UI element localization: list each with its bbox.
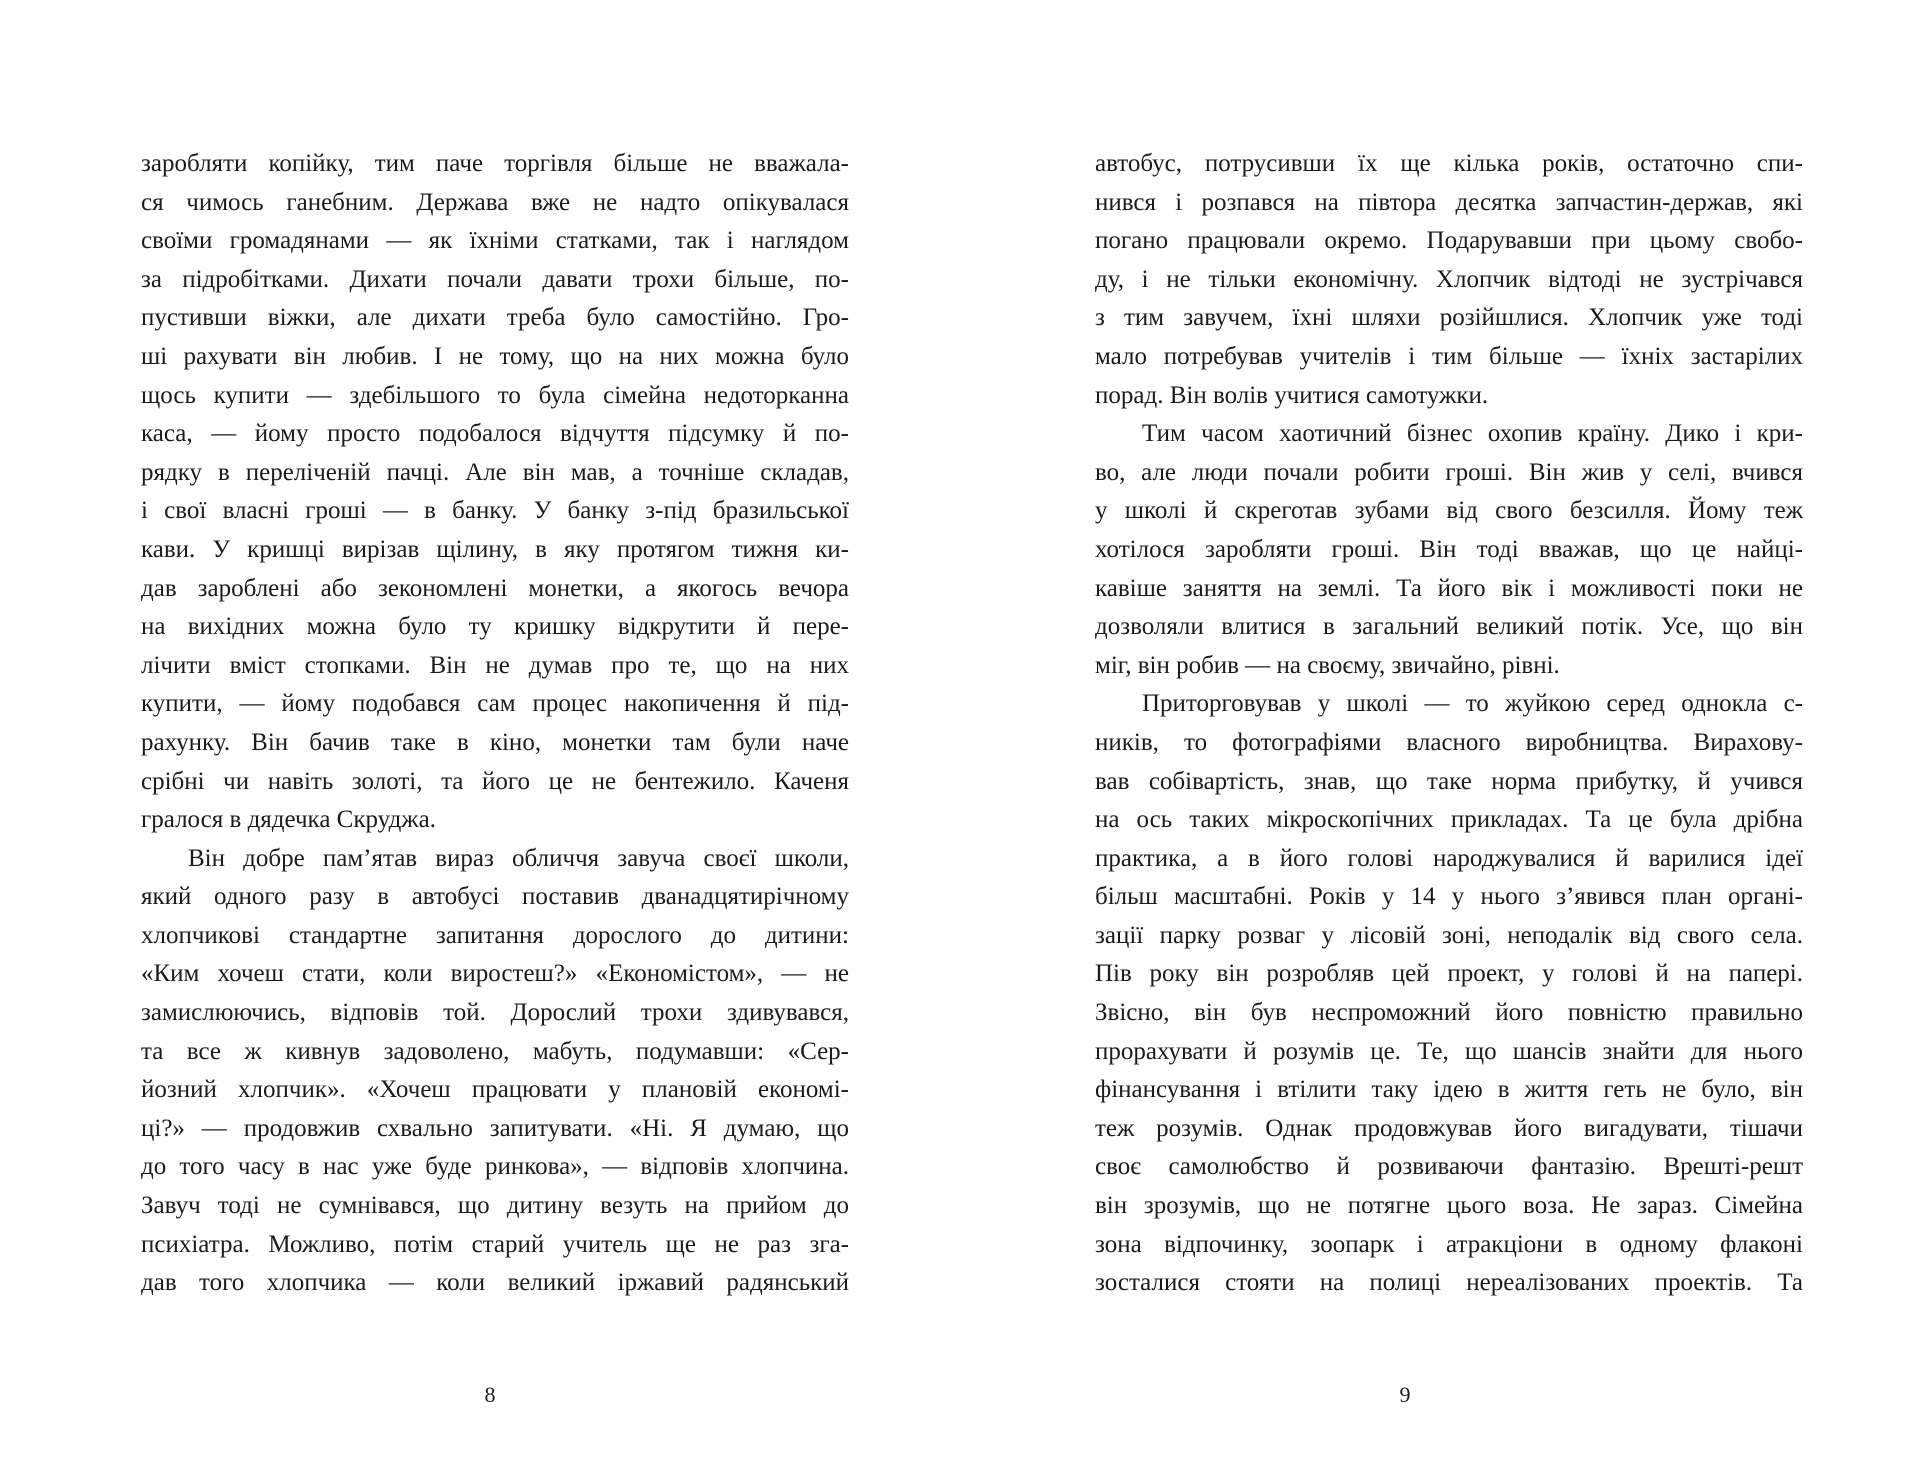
text-line: замислюючись, відповів той. Дорослий трохи здивувався, [141, 999, 849, 1027]
text-line: купити, — йому подобався сам процес накопичення й під- [141, 690, 849, 718]
text-line: йозний хлопчик». «Хочеш працювати у плановій економі- [141, 1076, 849, 1104]
text-line: хотілося заробляти гроші. Він тоді вважав, що це найці- [1095, 535, 1803, 563]
text-line: на вихідних можна було ту кришку відкрутити й пере- [141, 613, 849, 641]
text-line: зосталися стояти на полиці нереалізованих проектів. Та [1095, 1269, 1803, 1297]
text-line: до того часу в нас уже буде ринкова», — відповів хлопчина. [141, 1153, 849, 1181]
text-line: «Ким хочеш стати, коли виростеш?» «Економістом», — не [141, 960, 849, 988]
text-line: зона відпочинку, зоопарк і атракціони в одному флаконі [1095, 1230, 1803, 1258]
text-line: прорахувати й розумів це. Те, що шансів знайти для нього [1095, 1037, 1803, 1065]
text-line: Звісно, він був неспроможний його повністю правильно [1095, 999, 1803, 1027]
text-line: щось купити — здебільшого то була сімейна недоторканна [141, 381, 849, 409]
text-line: у школі й скреготав зубами від свого безсилля. Йому теж [1095, 497, 1803, 525]
text-line: автобус, потрусивши їх ще кілька років, остаточно спи- [1095, 150, 1803, 177]
text-line: з тим завучем, їхні шляхи розійшлися. Хлопчик уже тоді [1095, 304, 1803, 332]
text-line: вав собівартість, знав, що таке норма прибутку, й учився [1095, 767, 1803, 795]
text-line: каса, — йому просто подобалося відчуття підсумку й по- [141, 420, 849, 448]
text-line: хлопчикові стандартне запитання дорослого до дитини: [141, 921, 849, 949]
text-line: зації парку розваг у лісовій зоні, неподалік від свого села. [1095, 921, 1803, 949]
text-line: порад. Він волів учитися самотужки. [1095, 381, 1489, 409]
text-line: заробляти копійку, тим паче торгівля більше не вважала- [141, 150, 849, 177]
text-line: погано працювали окремо. Подарувавши при цьому свобо- [1095, 227, 1803, 255]
text-line: психіатра. Можливо, потім старий учитель ще не раз зга- [141, 1230, 849, 1258]
text-line: мало потребував учителів і тим більше — їхніх застарілих [1095, 342, 1803, 370]
text-line: який одного разу в автобусі поставив дванадцятирічному [141, 883, 849, 911]
text-line: ників, то фотографіями власного виробництва. Вирахову- [1095, 728, 1803, 756]
left-page-text [141, 145, 849, 1303]
text-line: теж розумів. Однак продовжував його вигадувати, тішачи [1095, 1114, 1803, 1142]
text-line: ду, і не тільки економічну. Хлопчик відтоді не зустрічався [1095, 265, 1803, 293]
text-line: нився і розпався на півтора десятка запчастин-держав, які [1095, 188, 1803, 216]
text-line: кавіше заняття на землі. Та його вік і можливості поки не [1095, 574, 1803, 602]
text-line: і свої власні гроші — в банку. У банку з-під бразильської [141, 497, 849, 525]
text-line: дав зароблені або зекономлені монетки, а якогось вечора [141, 574, 849, 602]
right-page [960, 0, 1920, 1477]
text-line: Він добре пам’ятав вираз обличчя завуча своєї школи, [188, 844, 849, 872]
text-line: дозволяли влитися в загальний великий потік. Усе, що він [1095, 613, 1803, 641]
text-line: фінансування і втілити таку ідею в життя геть не було, він [1095, 1076, 1803, 1104]
text-line: кави. У кришці вирізав щілину, в яку протягом тижня ки- [141, 535, 849, 563]
text-line: своїми громадянами — як їхніми статками, так і наглядом [141, 227, 849, 255]
text-line: за підробітками. Дихати почали давати трохи більше, по- [141, 265, 849, 293]
page-number: 8 [484, 1382, 496, 1407]
page-number: 9 [1399, 1382, 1411, 1407]
text-line: він зрозумів, що не потягне цього воза. Не зараз. Сімейна [1095, 1192, 1803, 1220]
text-line: більш масштабні. Років у 14 у нього з’явився план органі- [1095, 883, 1803, 911]
text-line: Пів року він розробляв цей проект, у голові й на папері. [1095, 960, 1803, 988]
text-line: рахунку. Він бачив таке в кіно, монетки там були наче [141, 728, 849, 756]
text-line: своє самолюбство й розвиваючи фантазію. Врешті-решт [1095, 1153, 1803, 1181]
text-line: Тим часом хаотичний бізнес охопив країну. Дико і кри- [1142, 420, 1803, 448]
text-line: ці?» — продовжив схвально запитувати. «Ні. Я думаю, що [141, 1114, 849, 1142]
text-line: та все ж кивнув задоволено, мабуть, подумавши: «Сер- [141, 1037, 849, 1065]
text-line: лічити вміст стопками. Він не думав про те, що на них [141, 651, 849, 679]
text-line: рядку в переліченій пачці. Але він мав, а точніше складав, [141, 458, 849, 486]
text-line: практика, а в його голові народжувалися й варилися ідеї [1095, 844, 1803, 872]
text-line: срібні чи навіть золоті, та його це не бентежило. Каченя [141, 767, 849, 795]
text-line: во, але люди почали робити гроші. Він жив у селі, вчився [1095, 458, 1803, 486]
text-line: Приторговував у школі — то жуйкою серед однокла с- [1142, 690, 1803, 718]
text-line: Завуч тоді не сумнівався, що дитину везуть на прийом до [141, 1192, 849, 1220]
text-line: ші рахувати він любив. І не тому, що на них можна було [141, 342, 849, 370]
text-line: дав того хлопчика — коли великий іржавий радянський [141, 1269, 849, 1297]
text-line: гралося в дядечка Скруджа. [141, 806, 436, 834]
text-line: на ось таких мікроскопічних прикладах. Та це була дрібна [1095, 806, 1803, 834]
text-line: пустивши віжки, але дихати треба було самостійно. Гро- [141, 304, 849, 332]
text-line: міг, він робив — на своєму, звичайно, рівні. [1095, 651, 1560, 679]
right-page-text [1095, 145, 1803, 1303]
text-line: ся чимось ганебним. Держава вже не надто опікувалася [141, 188, 849, 216]
